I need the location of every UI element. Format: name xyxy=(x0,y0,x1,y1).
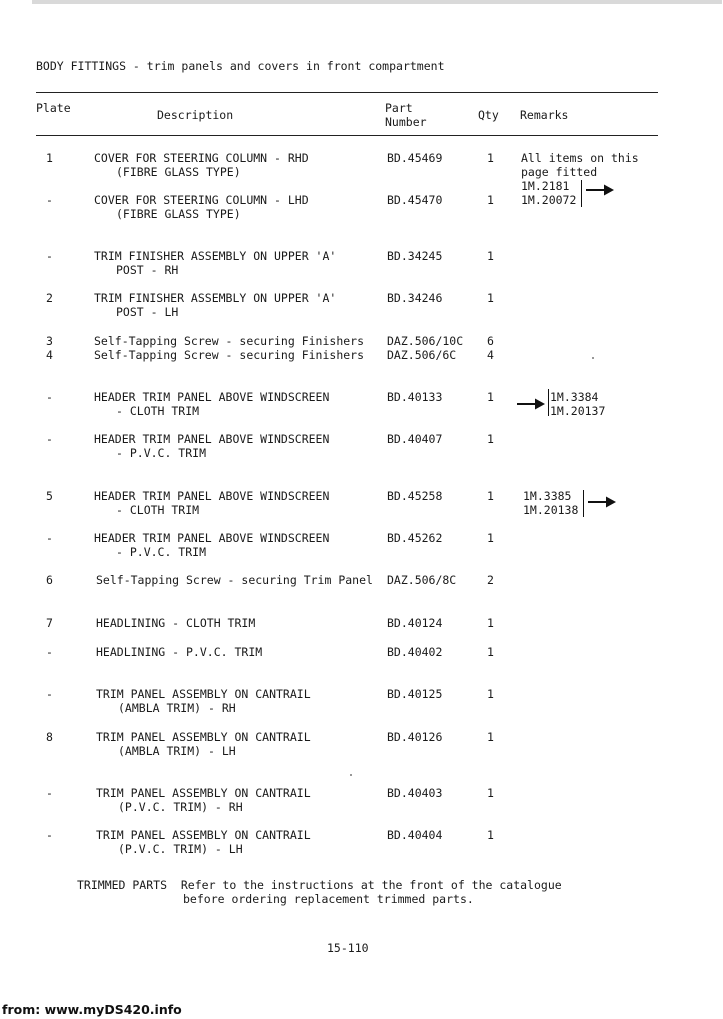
part-description: HEADER TRIM PANEL ABOVE WINDSCREEN xyxy=(94,531,330,545)
header-top-rule xyxy=(36,92,658,93)
plate-number: 1 xyxy=(46,151,53,165)
plate-number: 2 xyxy=(46,291,53,305)
quantity: 1 xyxy=(487,193,494,207)
part-number: DAZ.506/10C xyxy=(387,334,464,348)
part-description: TRIM PANEL ASSEMBLY ON CANTRAIL xyxy=(96,786,311,800)
part-description-cont: POST - RH xyxy=(116,263,179,277)
remark-line: 1M.3384 xyxy=(550,390,599,404)
part-description-cont: POST - LH xyxy=(116,305,179,319)
plate-number: - xyxy=(46,390,53,404)
part-description: Self-Tapping Screw - securing Trim Panel xyxy=(96,573,373,587)
quantity: 2 xyxy=(487,573,494,587)
bracket-bar xyxy=(548,389,549,416)
part-description-cont: (FIBRE GLASS TYPE) xyxy=(116,207,241,221)
quantity: 6 xyxy=(487,334,494,348)
arrow-right-icon xyxy=(516,397,546,411)
trimmed-parts-note xyxy=(77,878,562,892)
scan-speck xyxy=(350,774,352,776)
arrow-right-icon xyxy=(587,495,617,509)
scan-speck xyxy=(592,357,594,359)
col-header-qty: Qty xyxy=(478,108,499,122)
remark-line: All items on this xyxy=(521,151,639,165)
part-number: BD.40402 xyxy=(387,645,443,659)
plate-number: - xyxy=(46,687,53,701)
part-description: HEADER TRIM PANEL ABOVE WINDSCREEN xyxy=(94,489,330,503)
plate-number: - xyxy=(46,432,53,446)
part-description-cont: (AMBLA TRIM) - RH xyxy=(118,701,236,715)
plate-number: 8 xyxy=(46,730,53,744)
part-number: BD.45262 xyxy=(387,531,443,545)
quantity: 1 xyxy=(487,616,494,630)
part-description: TRIM FINISHER ASSEMBLY ON UPPER 'A' xyxy=(94,291,337,305)
part-number: BD.40133 xyxy=(387,390,443,404)
plate-number: 3 xyxy=(46,334,53,348)
part-description: HEADLINING - P.V.C. TRIM xyxy=(96,645,263,659)
part-number: BD.40124 xyxy=(387,616,443,630)
note-line-1: Refer to the instructions at the front of the catalogue xyxy=(180,878,562,892)
page-heading: BODY FITTINGS - trim panels and covers in front compartment xyxy=(36,59,445,73)
plate-number: - xyxy=(46,531,53,545)
plate-number: - xyxy=(46,645,53,659)
scan-edge xyxy=(32,0,722,4)
note-label: TRIMMED PARTS xyxy=(77,878,168,892)
remark-line: 1M.20072 xyxy=(521,193,577,207)
part-description: TRIM PANEL ASSEMBLY ON CANTRAIL xyxy=(96,687,311,701)
part-number: BD.45470 xyxy=(387,193,443,207)
part-description: HEADER TRIM PANEL ABOVE WINDSCREEN xyxy=(94,390,330,404)
part-description: TRIM PANEL ASSEMBLY ON CANTRAIL xyxy=(96,828,311,842)
part-description-cont: - P.V.C. TRIM xyxy=(116,545,207,559)
note-line-2: before ordering replacement trimmed parts. xyxy=(183,892,474,906)
quantity: 1 xyxy=(487,786,494,800)
part-description: Self-Tapping Screw - securing Finishers xyxy=(94,334,365,348)
part-number: BD.40407 xyxy=(387,432,443,446)
part-description: HEADER TRIM PANEL ABOVE WINDSCREEN xyxy=(94,432,330,446)
quantity: 1 xyxy=(487,531,494,545)
part-description-cont: (FIBRE GLASS TYPE) xyxy=(116,165,241,179)
part-description: HEADLINING - CLOTH TRIM xyxy=(96,616,256,630)
remark-line: 1M.20137 xyxy=(550,404,606,418)
part-number: DAZ.506/8C xyxy=(387,573,457,587)
part-description: COVER FOR STEERING COLUMN - LHD xyxy=(94,193,309,207)
part-description-cont: - P.V.C. TRIM xyxy=(116,446,207,460)
col-header-part-2: Number xyxy=(385,115,427,129)
part-description-cont: (AMBLA TRIM) - LH xyxy=(118,744,236,758)
part-number: BD.45258 xyxy=(387,489,443,503)
col-header-description: Description xyxy=(157,108,234,122)
arrow-right-icon xyxy=(585,183,615,197)
remark-line: 1M.20138 xyxy=(523,503,579,517)
plate-number: - xyxy=(46,828,53,842)
remark-line: 1M.2181 xyxy=(521,179,570,193)
plate-number: - xyxy=(46,786,53,800)
plate-number: 6 xyxy=(46,573,53,587)
quantity: 1 xyxy=(487,645,494,659)
part-number: BD.40403 xyxy=(387,786,443,800)
col-header-remarks: Remarks xyxy=(520,108,569,122)
part-number: BD.34245 xyxy=(387,249,443,263)
header-bottom-rule xyxy=(36,135,658,136)
part-description: COVER FOR STEERING COLUMN - RHD xyxy=(94,151,309,165)
col-header-part-1: Part xyxy=(385,101,413,115)
part-number: BD.45469 xyxy=(387,151,443,165)
quantity: 1 xyxy=(487,730,494,744)
part-description-cont: (P.V.C. TRIM) - RH xyxy=(118,800,243,814)
plate-number: 4 xyxy=(46,348,53,362)
quantity: 1 xyxy=(487,249,494,263)
part-number: DAZ.506/6C xyxy=(387,348,457,362)
part-number: BD.40126 xyxy=(387,730,443,744)
part-description: TRIM PANEL ASSEMBLY ON CANTRAIL xyxy=(96,730,311,744)
part-number: BD.40125 xyxy=(387,687,443,701)
quantity: 1 xyxy=(487,291,494,305)
remark-line: page fitted xyxy=(521,165,598,179)
plate-number: - xyxy=(46,249,53,263)
bracket-bar xyxy=(581,180,582,207)
quantity: 1 xyxy=(487,828,494,842)
part-description: TRIM FINISHER ASSEMBLY ON UPPER 'A' xyxy=(94,249,337,263)
part-description-cont: - CLOTH TRIM xyxy=(116,404,200,418)
part-description-cont: (P.V.C. TRIM) - LH xyxy=(118,842,243,856)
quantity: 1 xyxy=(487,390,494,404)
part-description: Self-Tapping Screw - securing Finishers xyxy=(94,348,365,362)
quantity: 1 xyxy=(487,432,494,446)
col-header-plate: Plate xyxy=(36,101,71,115)
quantity: 1 xyxy=(487,151,494,165)
quantity: 4 xyxy=(487,348,494,362)
quantity: 1 xyxy=(487,687,494,701)
bracket-bar xyxy=(583,490,584,517)
plate-number: 5 xyxy=(46,489,53,503)
plate-number: - xyxy=(46,193,53,207)
source-watermark: from: www.myDS420.info xyxy=(2,1002,182,1017)
part-description-cont: - CLOTH TRIM xyxy=(116,503,200,517)
plate-number: 7 xyxy=(46,616,53,630)
part-number: BD.40404 xyxy=(387,828,443,842)
remark-line: 1M.3385 xyxy=(523,489,572,503)
part-number: BD.34246 xyxy=(387,291,443,305)
page-number: 15-110 xyxy=(327,941,369,955)
quantity: 1 xyxy=(487,489,494,503)
